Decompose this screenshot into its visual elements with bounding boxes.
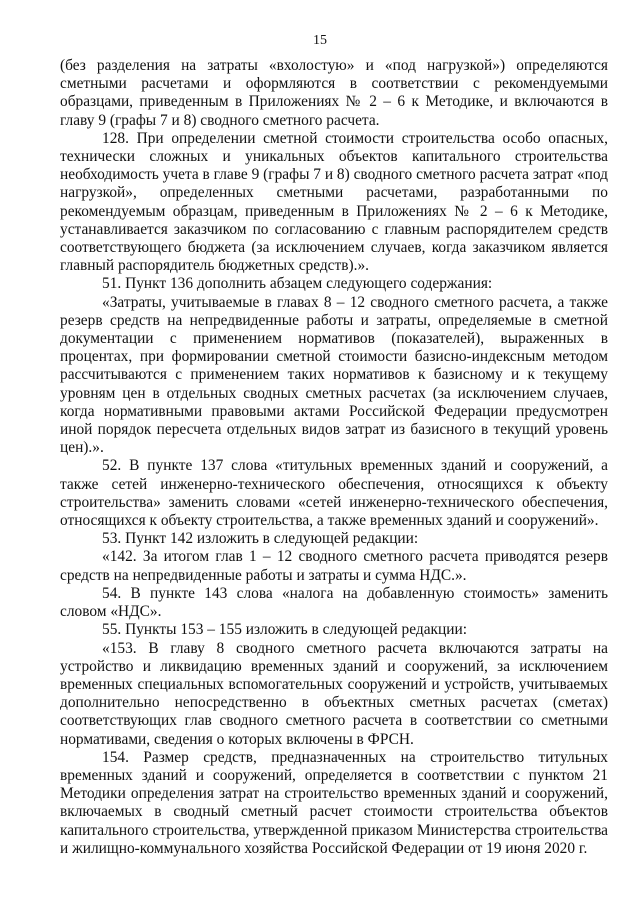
paragraph-item-53: 53. Пункт 142 изложить в следующей редакции:: [102, 530, 419, 548]
paragraph-continuation: (без разделения на затраты «вхолостую» и «под нагрузкой») определяются сметными расчетами и оформляются в соответствии с рекомендуемыми образцами, приведенным в Приложениях № 2 – 6 к Методике, и включаются в главу 9 (графы 7 и 8) сводного сметного расчета.: [60, 57, 608, 129]
paragraph-item-52: 52. В пункте 137 слова «титульных временных зданий и сооружений, а также сетей инженерно-технического обеспечения, относящихся к объекту строительства» заменить словами «сетей инженерно-технического обеспечения, относящихся к объекту строительства, а также временных зданий и сооружений».: [60, 457, 608, 530]
paragraph-quote-136: «Затраты, учитываемые в главах 8 – 12 сводного сметного расчета, а также резерв средств на непредвиденные работы и затраты, определяемые в сметной документации с применением нормативов (показателей), выраженных в процентах, при формировании сметной стоимости базисно-индексным методом рассчитываются с применением таких нормативов к базисному и к текущему уровням цен в отдельных сводных сметных расчетах (за исключением случаев, когда нормативными правовыми актами Российской Федерации предусмотрен иной порядок пересчета отдельных видов затрат из базисного в текущий уровень цен).».: [60, 293, 608, 457]
page-number: 15: [313, 33, 327, 48]
paragraph-item-128: 128. При определении сметной стоимости строительства особо опасных, технически сложных и уникальных объектов капитального строительства необходимость учета в главе 9 (графы 7 и 8) сводного сметного расчета затрат «под нагрузкой», определенных сметными расчетами, разработанными по рекомендуемым образцам, приведенным в Приложениях № 2 – 6 к Методике, устанавливается заказчиком по согласованию с главным распорядителем средств соответствующего бюджета (за исключением случаев, когда заказчиком является главный распорядитель бюджетных средств).».: [60, 129, 608, 275]
paragraph-item-51: 51. Пункт 136 дополнить абзацем следующего содержания:: [102, 275, 493, 293]
paragraph-quote-153: «153. В главу 8 сводного сметного расчета включаются затраты на устройство и ликвидацию временных зданий и сооружений, за исключением временных специальных вспомогательных сооружений и устройств, учитываемых дополнительно непосредственно в объектных сметных расчетах (сметах) соответствующих глав сводного сметного расчета в соответствии со сметными нормативами, сведения о которых включены в ФРСН.: [60, 639, 608, 748]
paragraph-quote-142: «142. За итогом глав 1 – 12 сводного сметного расчета приводятся резерв средств на непредвиденные работы и затраты и сумма НДС.».: [60, 548, 608, 584]
document-body: [60, 57, 608, 858]
paragraph-item-154: 154. Размер средств, предназначенных на строительство титульных временных зданий и сооружений, определяется в соответствии с пунктом 21 Методики определения затрат на строительство временных зданий и сооружений, включаемых в сводный сметный расчет стоимости строительства объектов капитального строительства, утвержденной приказом Министерства строительства и жилищно-коммунального хозяйства Российской Федерации от 19 июня 2020 г.: [60, 748, 608, 857]
paragraph-item-55: 55. Пункты 153 – 155 изложить в следующей редакции:: [102, 621, 467, 639]
paragraph-item-54: 54. В пункте 143 слова «налога на добавленную стоимость» заменить словом «НДС».: [60, 584, 608, 621]
